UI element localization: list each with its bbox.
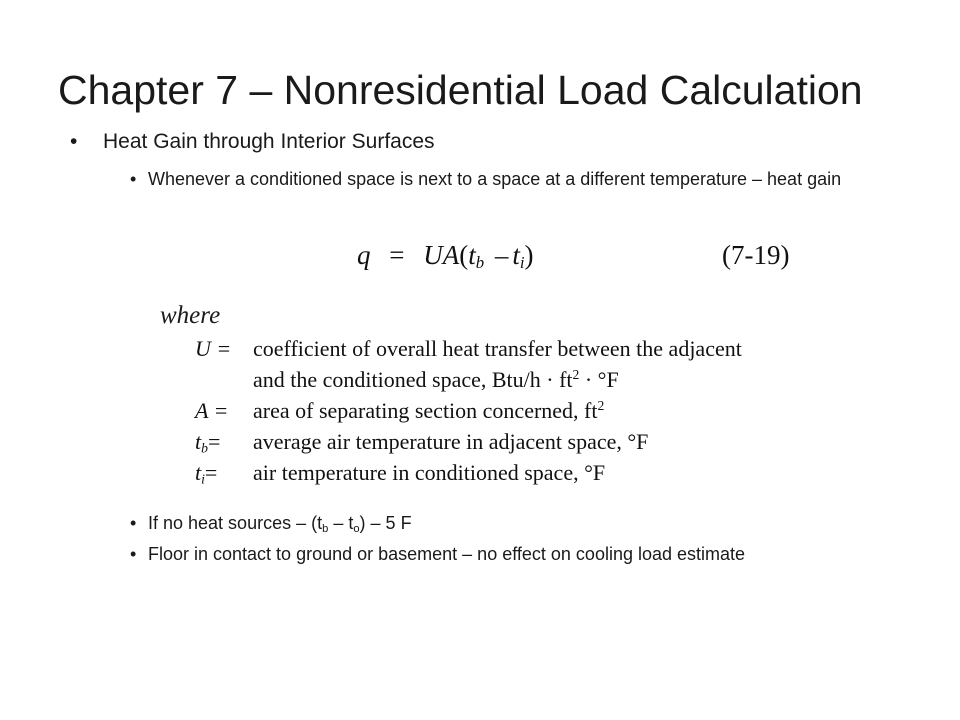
def-u-desc-2: and the conditioned space, $Btu/h \cdot ft^2 \cdot ^\circ F$ xyxy=(253,367,619,393)
eq-equals: = xyxy=(389,240,405,270)
sub-bullet-text: Whenever a conditioned space is next to a space at a different temperature – heat gain xyxy=(148,169,842,189)
heading-text: Heat Gain through Interior Surfaces xyxy=(103,130,435,153)
sub-bullet-text: If no heat sources – $(t_b - t_o) - 5$ F xyxy=(148,513,412,535)
eq-tb: t xyxy=(468,240,476,270)
slide-title: Chapter 7 – Nonresidential Load Calculation xyxy=(58,67,863,113)
eq-ti-sub: i xyxy=(519,253,525,273)
eq-q: q xyxy=(357,240,371,270)
bullet-marker: • xyxy=(130,544,137,564)
def-u-desc: coefficient of overall heat transfer between the adjacent xyxy=(253,336,742,361)
bullet-marker: • xyxy=(130,169,137,189)
bullet-marker: • xyxy=(70,130,78,153)
eq-open-paren: ( xyxy=(459,240,469,270)
eq-close-paren: ) xyxy=(524,240,534,270)
def-a-desc: area of separating section concerned, $ft^2$ xyxy=(253,398,605,424)
equation-number: (7-19) xyxy=(722,240,790,270)
def-u-symbol: U = xyxy=(195,336,232,361)
where-label: where xyxy=(160,302,221,329)
def-a-symbol: A = xyxy=(195,398,229,423)
eq-minus: – xyxy=(494,240,509,270)
def-tb-symbol: $t_b=$ xyxy=(195,429,221,456)
sub-bullet-text: Floor in contact to ground or basement – no effect on cooling load estimate xyxy=(148,544,746,564)
bullet-marker: • xyxy=(130,513,137,533)
equation-7-19 xyxy=(357,240,534,273)
eq-ua: UA xyxy=(423,240,460,270)
def-ti-symbol: $t_i=$ xyxy=(195,460,218,487)
eq-ti: t xyxy=(512,240,520,270)
def-ti-desc: air temperature in conditioned space, °F xyxy=(253,460,606,485)
eq-tb-sub: b xyxy=(475,253,485,273)
def-tb-desc: average air temperature in adjacent space, °F xyxy=(253,429,649,454)
